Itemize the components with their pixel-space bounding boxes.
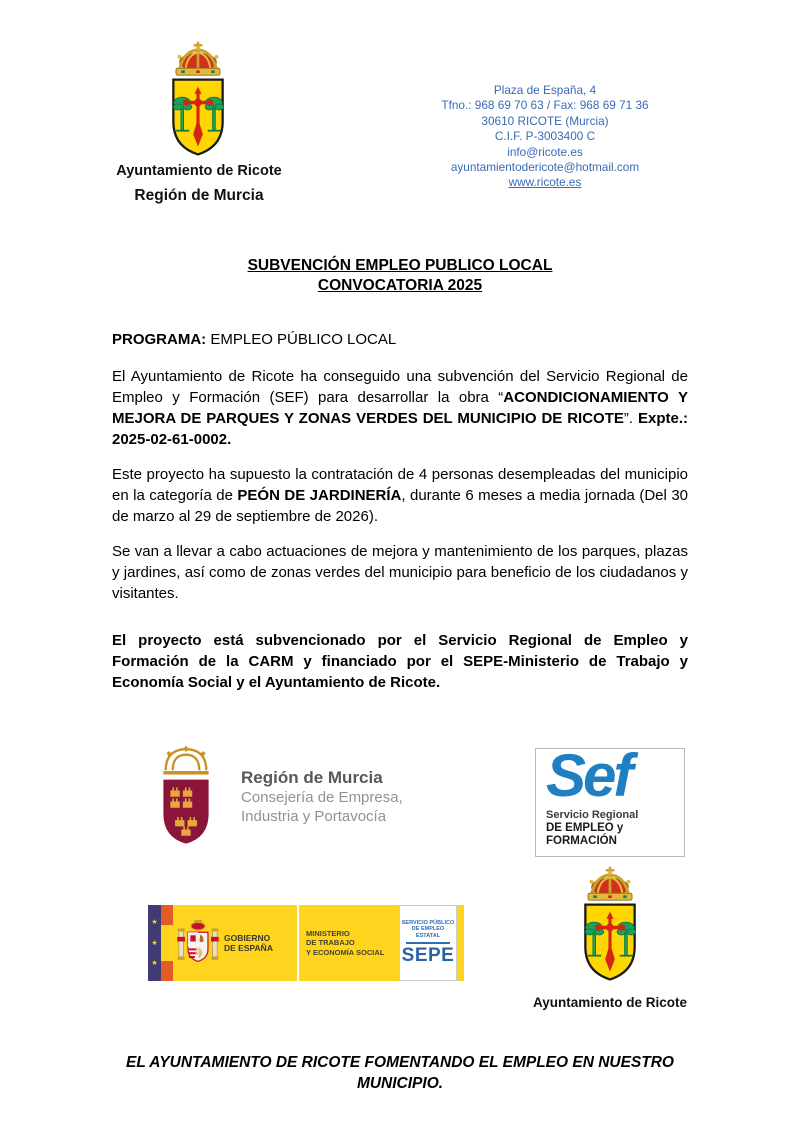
gobierno-section: [173, 905, 297, 981]
program-value: EMPLEO PÚBLICO LOCAL: [210, 331, 397, 348]
star-icon: ★: [151, 939, 158, 947]
ministerio-line-2: DE TRABAJO: [306, 938, 355, 948]
contact-postal: 30610 RICOTE (Murcia): [481, 113, 609, 128]
gobierno-line-2: DE ESPAÑA: [224, 943, 273, 953]
star-icon: ★: [151, 960, 158, 968]
paragraph-1: El Ayuntamiento de Ricote ha conseguido una subvención del Servicio Regional de Empleo y Formación (SEF) para desarrollar la obra “ACONDICIONAMIENTO Y MEJORA DE PARQUES Y ZONAS VERDES DEL MUNICIPIO DE RICOTE”. Expte.: 2025-02-61-0002.: [112, 368, 688, 448]
sef-sub1: Servicio Regional: [546, 809, 639, 821]
document-body: [112, 329, 688, 707]
contact-address: Plaza de España, 4: [493, 83, 597, 97]
sepe-divider: [406, 942, 450, 944]
program-label: PROGRAMA:: [112, 331, 207, 348]
ricote-coat-of-arms-icon: [154, 36, 242, 162]
ricote-bottom-caption: Ayuntamiento de Ricote: [532, 995, 688, 1010]
document-title: [0, 256, 800, 295]
murcia-shield-icon: [147, 737, 225, 855]
contact-phone-fax: Tfno.: 968 69 70 63 / Fax: 968 69 71 36: [441, 98, 649, 113]
contact-block: [395, 83, 695, 191]
paragraph-2: Este proyecto ha supuesto la contratación de 4 personas desempleadas del municipio en la categoría de PEÓN DE JARDINERÍA, durante 6 meses a media jornada (Del 30 de marzo al 29 de septiembre de 2026).: [112, 466, 688, 525]
gobierno-line-1: GOBIERNO: [224, 933, 271, 943]
ministerio-line-1: MINISTERIO: [306, 928, 350, 938]
murcia-logo-sub2: Industria y Portavocía: [241, 807, 387, 825]
yellow-end-strip: [457, 905, 464, 981]
sepe-small-2: DE EMPLEO ESTATAL: [411, 926, 445, 939]
sepe-wordmark: SEPE: [401, 945, 455, 967]
contact-email-1: info@ricote.es: [507, 144, 583, 159]
contact-email-2: ayuntamientodericote@hotmail.com: [450, 160, 640, 175]
murcia-logo-title: Región de Murcia: [241, 767, 383, 787]
ricote-coat-of-arms-icon: [566, 862, 654, 986]
sef-wordmark: Sef: [546, 742, 631, 809]
spain-flag-strip: [161, 905, 173, 981]
header-region-name: Región de Murcia: [134, 187, 264, 204]
contact-cif: C.I.F. P-3003400 C: [494, 129, 596, 144]
star-icon: ★: [151, 918, 158, 926]
region-murcia-logo: [147, 737, 403, 855]
title-line-1: SUBVENCIÓN EMPLEO PUBLICO LOCAL: [247, 257, 553, 274]
navy-stars-strip: [148, 905, 161, 981]
gobierno-espana-banner: [148, 905, 464, 981]
sepe-small-1: SERVICIO PÚBLICO: [401, 919, 455, 926]
sepe-logo: [399, 905, 457, 981]
murcia-logo-sub1: Consejería de Empresa,: [241, 788, 403, 806]
sef-sub2: DE EMPLEO y FORMACIÓN: [546, 822, 624, 847]
title-line-2: CONVOCATORIA 2025: [317, 276, 483, 294]
footer-slogan: EL AYUNTAMIENTO DE RICOTE FOMENTANDO EL EMPLEO EN NUESTRO MUNICIPIO.: [126, 1054, 674, 1092]
program-line: [112, 329, 688, 350]
ricote-bottom-logo: [530, 862, 690, 1010]
ministerio-line-3: Y ECONOMÍA SOCIAL: [306, 947, 385, 957]
website-link[interactable]: www.ricote.es: [508, 175, 582, 190]
header-org-name: Ayuntamiento de Ricote: [116, 163, 282, 179]
ministerio-section: [299, 905, 399, 981]
paragraph-4: El proyecto está subvencionado por el Servicio Regional de Empleo y Formación de la CARM y financiado por el SEPE-Ministerio de Trabajo y Economía Social y el Ayuntamiento de Ricote.: [112, 632, 688, 691]
spain-coat-of-arms-icon: [175, 913, 221, 973]
paragraph-3: Se van a llevar a cabo actuaciones de mejora y mantenimiento de los parques, plazas y jardines, así como de zonas verdes del municipio para beneficio de los ciudadanos y visitantes.: [112, 543, 688, 602]
sef-logo: [535, 742, 685, 857]
